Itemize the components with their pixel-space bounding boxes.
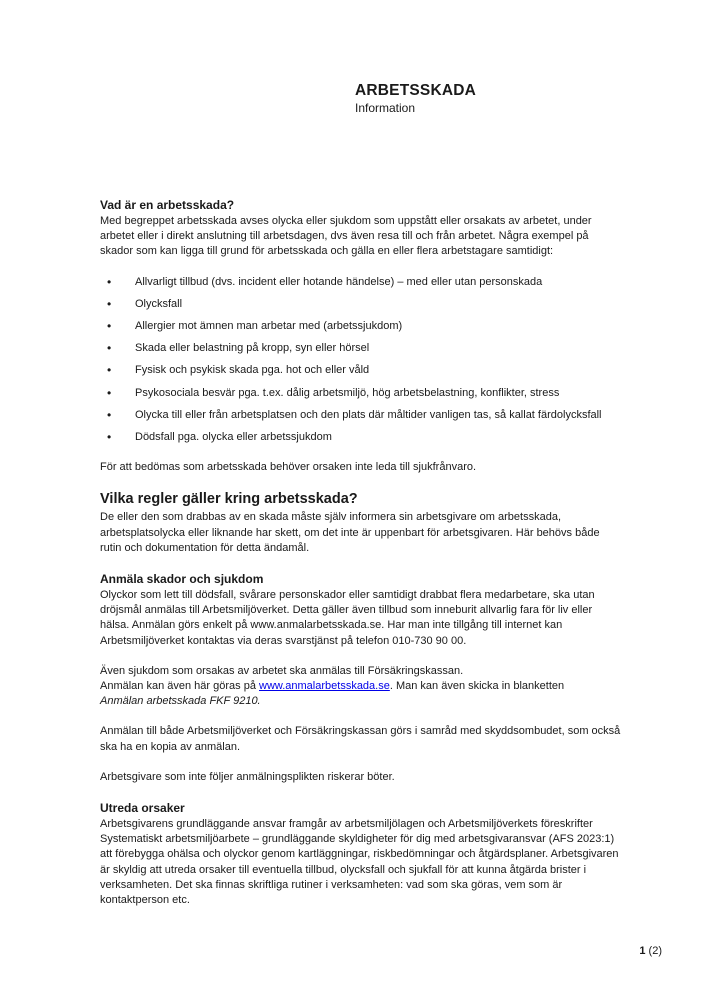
bullet-item: • Allvarligt tillbud (dvs. incident eller hotande händelse) – med eller utan personskada [100, 275, 622, 290]
text-run: Arbetsgivare som inte följer anmälningsplikten riskerar böter. [100, 770, 395, 783]
section-heading: Vilka regler gäller kring arbetsskada? [100, 491, 358, 508]
text-run: Även sjukdom som orsakas av arbetet ska anmälas till Försäkringskassan. [100, 664, 464, 677]
paragraph [100, 724, 622, 754]
page-number-total: (2) [648, 945, 662, 957]
bullet-item: • Fysisk och psykisk skada pga. hot och eller våld [100, 363, 622, 378]
text-run: De eller den som drabbas av en skada måste själv informera sin arbetsgivare om arbetsskada, arbetsplatsolycka eller liknande har skett, om det inte är uppenbart för arbetsgivaren. Här behövs både rutin och dokumentation för detta ändamål. [100, 511, 600, 554]
section-heading: Vad är en arbetsskada? [100, 198, 235, 212]
page-subtitle: Information [355, 101, 416, 115]
link-anmalarbetsskada[interactable]: www.anmalarbetsskada.se [259, 680, 390, 693]
page-number-current: 1 [639, 945, 646, 957]
text-run: Anmälan arbetsskada FKF 9210. [100, 695, 261, 708]
paragraph [100, 214, 622, 260]
paragraph [100, 664, 622, 710]
text-run: Arbetsgivarens grundläggande ansvar framgår av arbetsmiljölagen och Arbetsmiljöverkets föreskrifter Systematiskt arbetsmiljöarbete – grundläggande skyldigheter för dig med arbetsgivaransvar (AFS 2023:1) att förebygga ohälsa och olyckor genom kartläggningar, riskbedömningar och åtgärdsplaner. Arbetsgivaren är skyldig att utreda orsaker till eventuella tillbud, olycksfall och sjukfall för att kunna åtgärda brister i verksamheten. Det ska finnas skriftliga rutiner i verksamheten: vad som ska göras, vem som är kontaktperson etc. [100, 818, 619, 907]
title-block [355, 0, 707, 116]
text-run: Anmälan kan även här göras på [100, 680, 259, 693]
text-run: För att bedömas som arbetsskada behöver orsaken inte leda till sjukfrånvaro. [100, 461, 477, 474]
text-run: . Man kan även skicka in blanketten [389, 680, 565, 693]
paragraph [100, 770, 622, 785]
paragraph [100, 588, 622, 649]
page-number [639, 944, 662, 958]
text-run: Med begreppet arbetsskada avses olycka eller sjukdom som uppstått eller orsakats av arbetet, under arbetet eller i direkt anslutning till arbetsdagen, dvs även resa till och från arbetet. Några exempel på skador som kan ligga till grund för arbetsskada och gälla en eller flera arbetstagare samtidigt: [100, 215, 592, 258]
document-body [100, 116, 622, 908]
paragraph [100, 510, 622, 556]
bullet-item: • Olycksfall [100, 297, 622, 312]
text-run: Olyckor som lett till dödsfall, svårare personskador eller samtidigt drabbat flera medarbetare, ska utan dröjsmål anmälas till Arbetsmiljöverket. Detta gäller även tillbud som inneburit allvarlig fara för liv eller hälsa. Anmälan görs enkelt på www.anmalarbetsskada.se. Har man inte tillgång till internet kan Arbetsmiljöverket kontaktas via deras svarstjänst på telefon 010-730 90 00. [100, 589, 595, 647]
bullet-item: • Skada eller belastning på kropp, syn eller hörsel [100, 341, 622, 356]
text-run: Anmälan till både Arbetsmiljöverket och Försäkringskassan görs i samråd med skyddsombudet, som också ska ha en kopia av anmälan. [100, 725, 621, 753]
paragraph [100, 460, 622, 475]
section-heading: Utreda orsaker [100, 801, 185, 816]
bullet-list [100, 275, 622, 446]
section-heading: Anmäla skador och sjukdom [100, 572, 264, 587]
bullet-item: • Dödsfall pga. olycka eller arbetssjukdom [100, 430, 622, 445]
paragraph [100, 817, 622, 908]
bullet-item: • Olycka till eller från arbetsplatsen och den plats där måltider vanligen tas, så kallat färdolycksfall [100, 408, 622, 423]
page-title: ARBETSSKADA [355, 82, 477, 99]
bullet-item: • Allergier mot ämnen man arbetar med (arbetssjukdom) [100, 319, 622, 334]
bullet-item: • Psykosociala besvär pga. t.ex. dålig arbetsmiljö, hög arbetsbelastning, konflikter, stress [100, 386, 622, 401]
